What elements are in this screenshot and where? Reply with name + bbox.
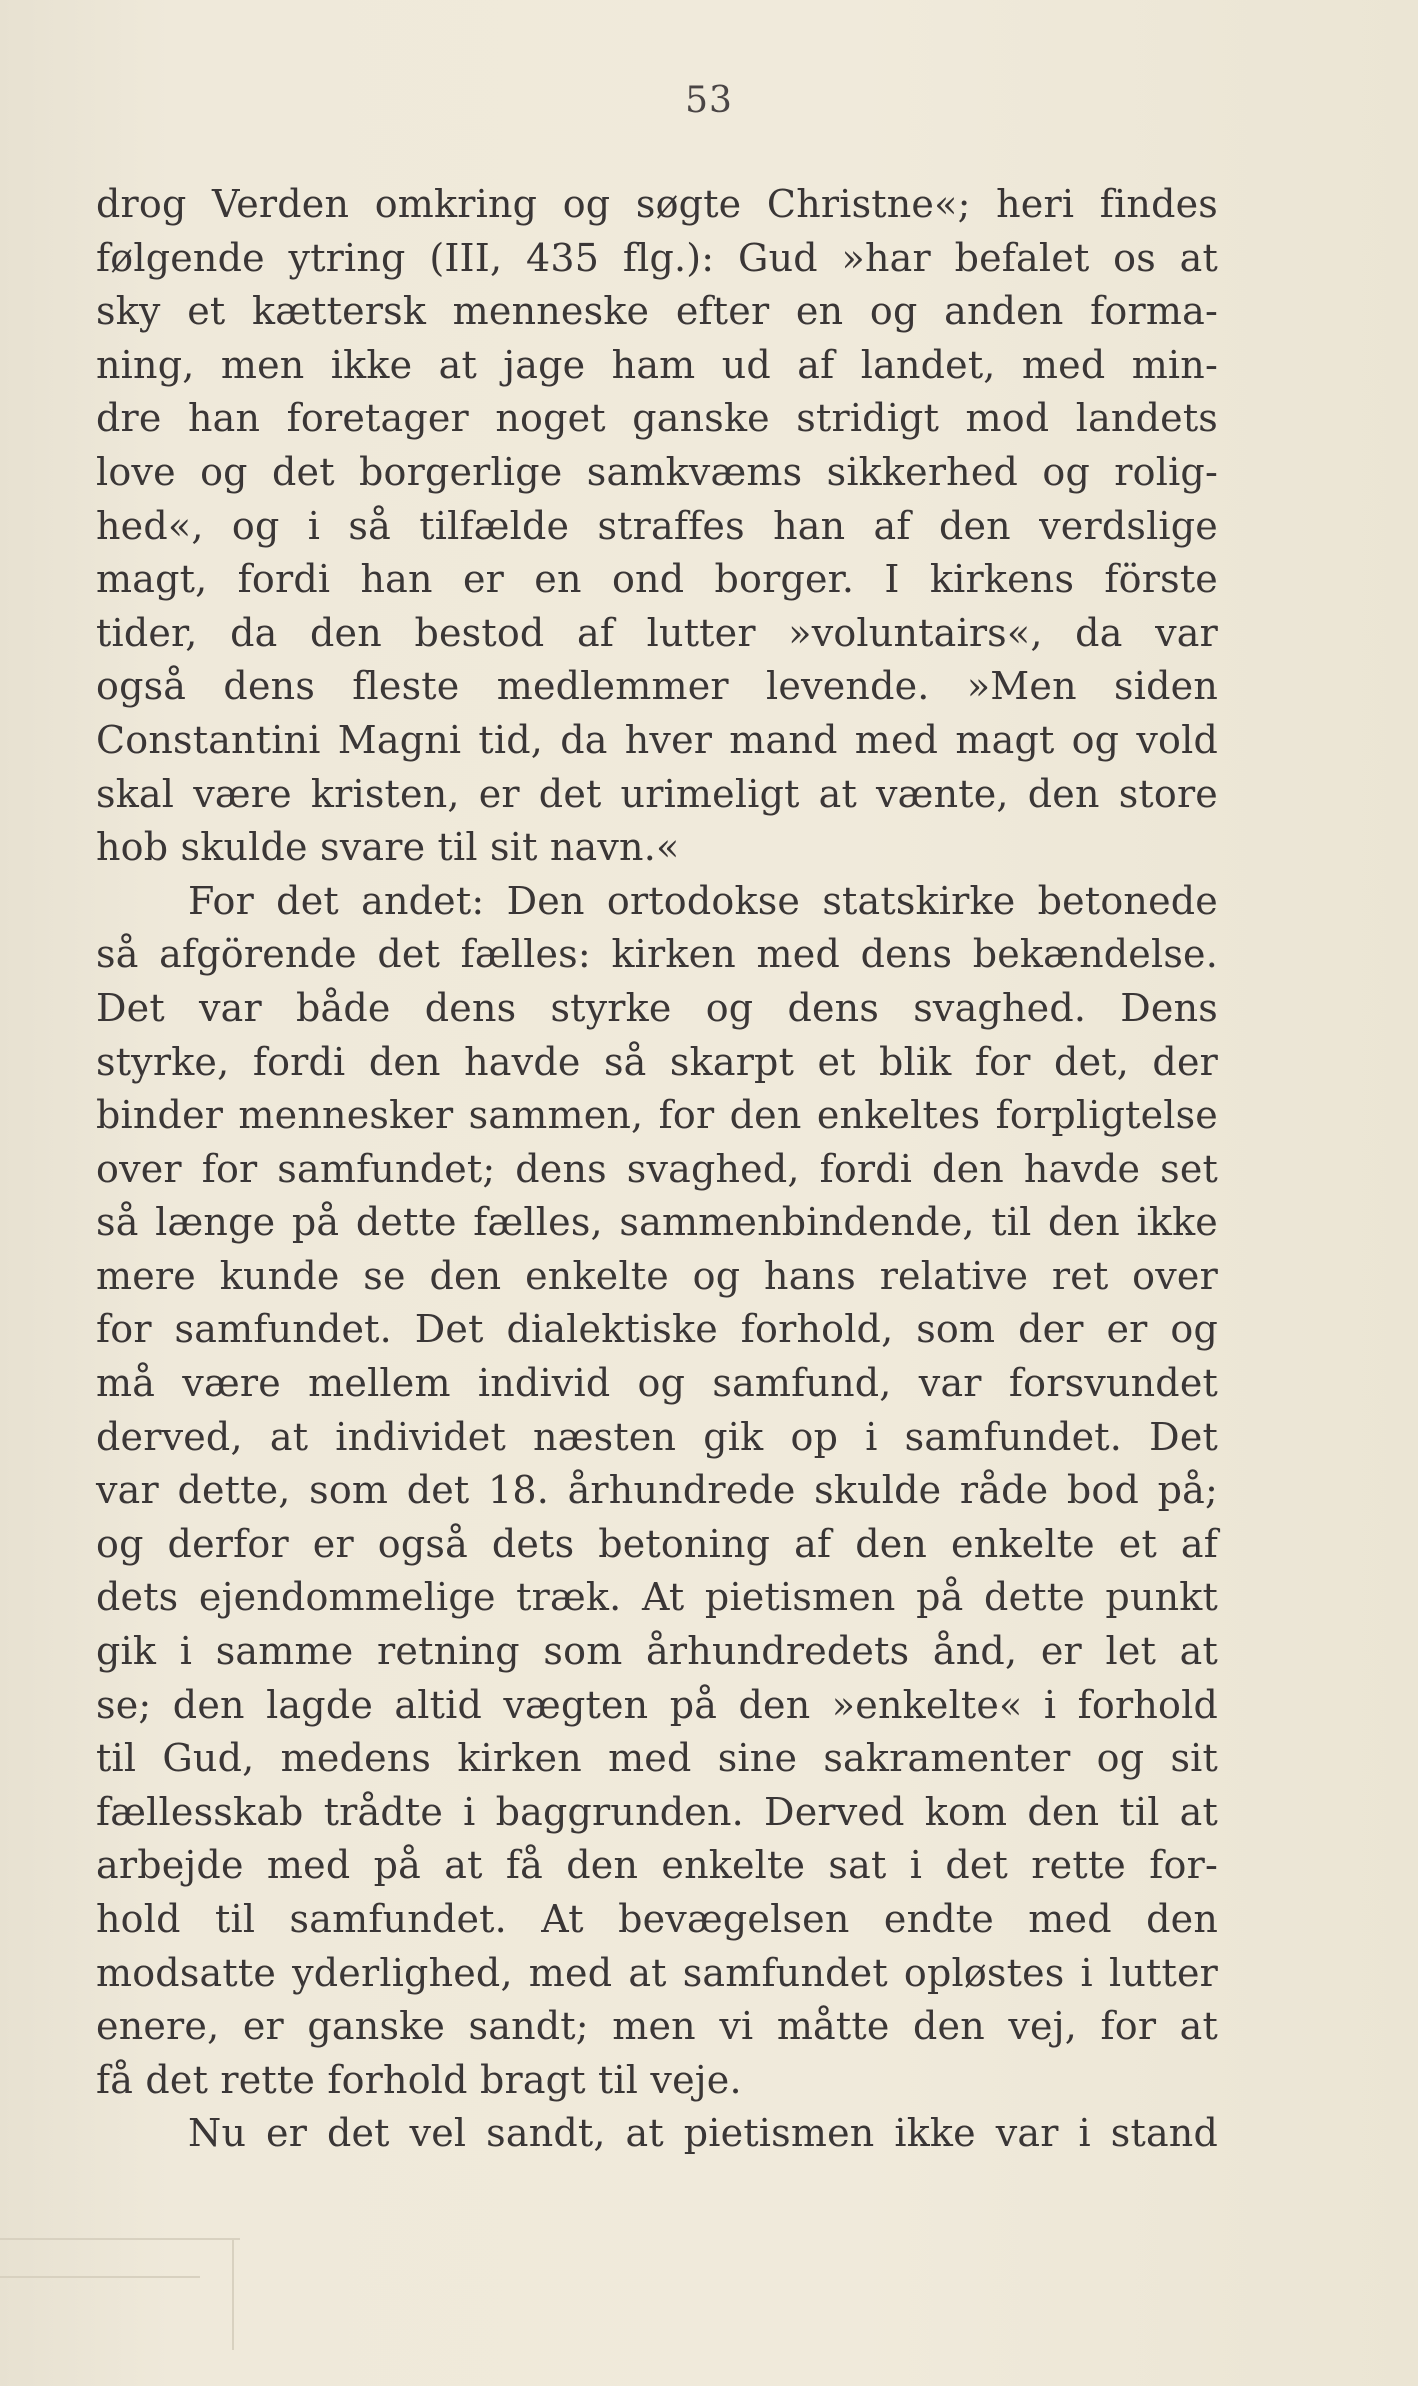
page-edge-mark [0, 2276, 200, 2278]
text-line: så afgörende det fælles: kirken med dens bekændelse. [96, 932, 1218, 977]
text-line: arbejde med på at få den enkelte sat i det rette for- [96, 1843, 1218, 1888]
text-line: binder mennesker sammen, for den enkeltes forpligtelse [96, 1093, 1218, 1138]
text-line: hob skulde svare til sit navn.« [96, 825, 680, 870]
text-line: mere kunde se den enkelte og hans relative ret over [96, 1253, 1218, 1298]
text-line: skal være kristen, er det urimeligt at vænte, den store [96, 771, 1218, 816]
text-line: Det var både dens styrke og dens svaghed. Dens [96, 985, 1218, 1030]
body-text [96, 178, 1218, 2161]
text-line: sky et kættersk menneske efter en og anden forma- [96, 289, 1218, 334]
text-line: også dens fleste medlemmer levende. »Men siden [96, 664, 1218, 709]
text-line: og derfor er også dets betoning af den enkelte et af [96, 1521, 1218, 1566]
text-line: modsatte yderlighed, med at samfundet opløstes i lutter [96, 1950, 1218, 1995]
text-line: var dette, som det 18. århundrede skulde råde bod på; [96, 1468, 1218, 1513]
text-line: hold til samfundet. At bevægelsen endte med den [96, 1897, 1218, 1941]
text-line: se; den lagde altid vægten på den »enkelte« i forhold [96, 1682, 1218, 1727]
text-line: hed«, og i så tilfælde straffes han af den verdslige [96, 503, 1218, 548]
text-line: love og det borgerlige samkvæms sikkerhed og rolig- [96, 449, 1218, 494]
text-line: fællesskab trådte i baggrunden. Derved kom den til at [96, 1789, 1218, 1834]
text-line: derved, at individet næsten gik op i samfundet. Det [96, 1414, 1218, 1459]
text-line: så længe på dette fælles, sammenbindende, til den ikke [96, 1200, 1218, 1245]
page-edge-mark [0, 2238, 240, 2240]
text-line: til Gud, medens kirken med sine sakramenter og sit [96, 1736, 1218, 1781]
text-line: ning, men ikke at jage ham ud af landet, med min- [96, 342, 1218, 387]
text-line: må være mellem individ og samfund, var forsvundet [96, 1361, 1218, 1406]
text-line: drog Verden omkring og søgte Christne«; heri findes [96, 182, 1218, 226]
text-line: over for samfundet; dens svaghed, fordi den havde set [96, 1146, 1218, 1191]
text-line: følgende ytring (III, 435 flg.): Gud »har befalet os at [96, 235, 1218, 280]
text-line: få det rette forhold bragt til veje. [96, 2057, 742, 2102]
text-line: Constantini Magni tid, da hver mand med magt og vold [96, 717, 1218, 762]
text-line: for samfundet. Det dialektiske forhold, som der er og [96, 1307, 1218, 1352]
text-line: styrke, fordi den havde så skarpt et blik for det, der [96, 1039, 1218, 1084]
text-line: enere, er ganske sandt; men vi måtte den vej, for at [96, 2004, 1218, 2049]
paragraph-start: Nu er det vel sandt, at pietismen ikke var i stand [188, 2111, 1218, 2156]
text-line: magt, fordi han er en ond borger. I kirkens förste [96, 557, 1218, 602]
text-line: dre han foretager noget ganske stridigt mod landets [96, 396, 1218, 441]
page-number: 53 [685, 80, 733, 121]
text-line: gik i samme retning som århundredets ånd, er let at [96, 1629, 1218, 1674]
paragraph-start: For det andet: Den ortodokse statskirke betonede [188, 878, 1218, 923]
page-edge-mark [232, 2240, 234, 2350]
text-line: tider, da den bestod af lutter »voluntairs«, da var [96, 610, 1218, 655]
text-line: dets ejendommelige træk. At pietismen på dette punkt [96, 1575, 1218, 1620]
